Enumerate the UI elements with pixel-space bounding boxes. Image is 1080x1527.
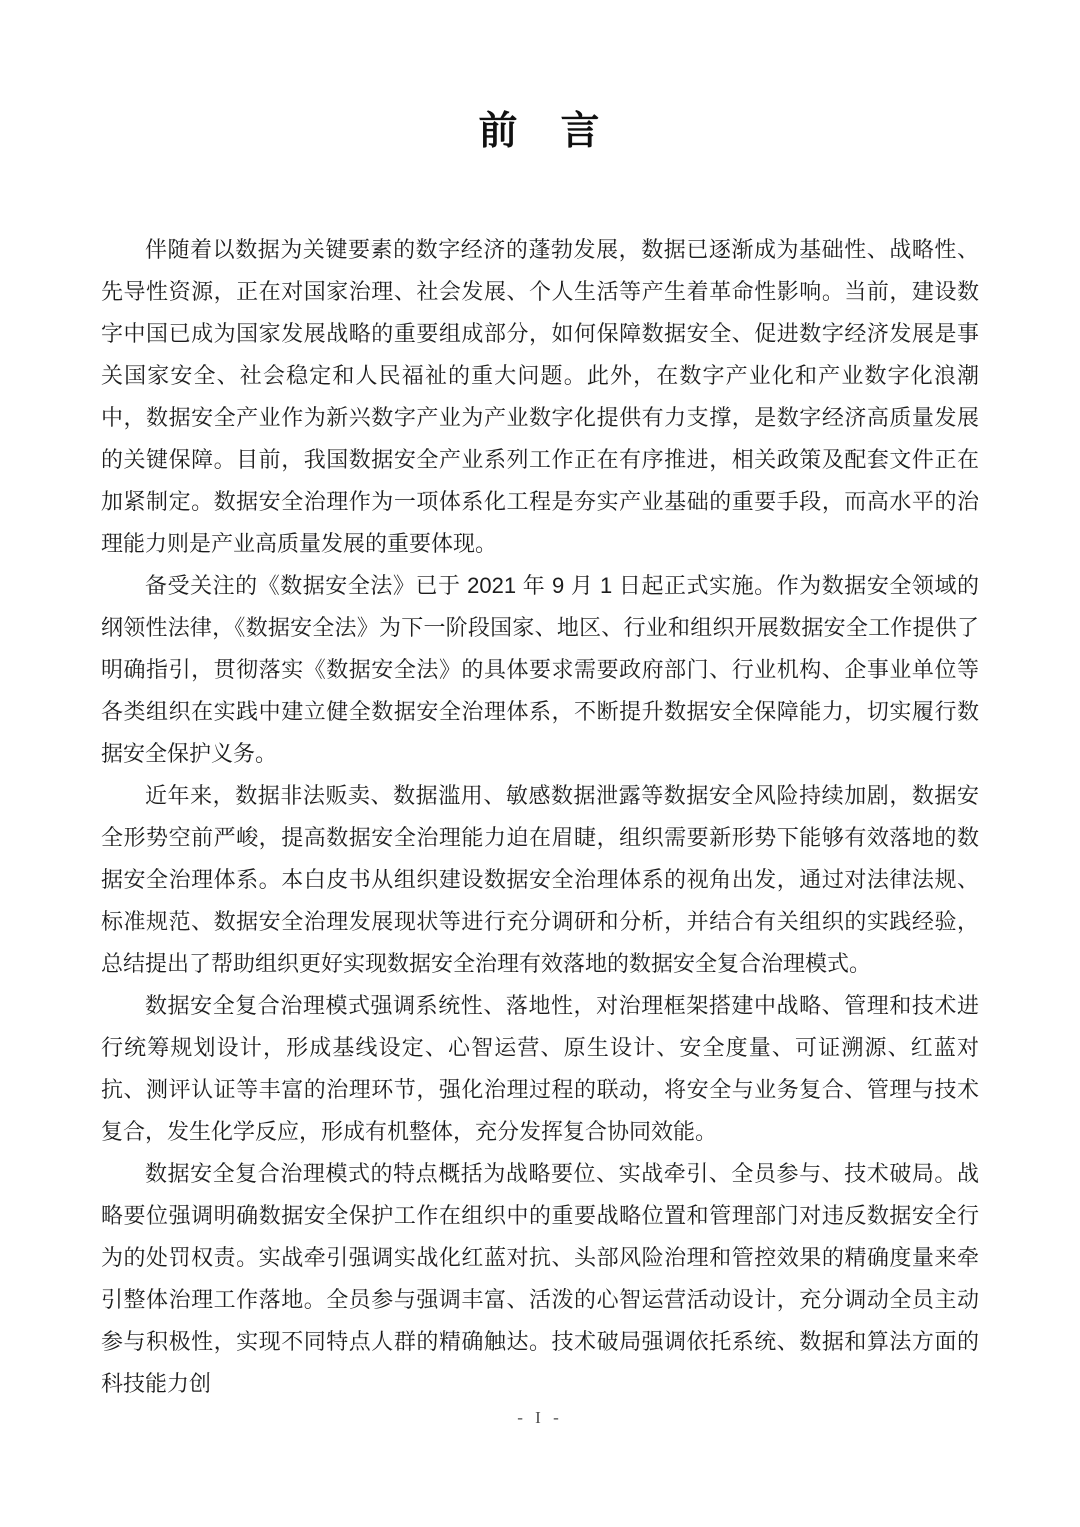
document-body xyxy=(101,229,979,1405)
paragraph-5: 数据安全复合治理模式的特点概括为战略要位、实战牵引、全员参与、技术破局。战略要位强调明确数据安全保护工作在组织中的重要战略位置和管理部门对违反数据安全行为的处罚权责。实战牵引强调实战化红蓝对抗、头部风险治理和管控效果的精确度量来牵引整体治理工作落地。全员参与强调丰富、活泼的心智运营活动设计，充分调动全员主动参与积极性，实现不同特点人群的精确触达。技术破局强调依托系统、数据和算法方面的科技能力创 xyxy=(101,1161,979,1396)
page-title: 前 言 xyxy=(478,110,602,153)
paragraph-4: 数据安全复合治理模式强调系统性、落地性，对治理框架搭建中战略、管理和技术进行统筹规划设计，形成基线设定、心智运营、原生设计、安全度量、可证溯源、红蓝对抗、测评认证等丰富的治理环节，强化治理过程的联动，将安全与业务复合、管理与技术复合，发生化学反应，形成有机整体，充分发挥复合协同效能。 xyxy=(101,993,979,1144)
paragraph-1: 伴随着以数据为关键要素的数字经济的蓬勃发展，数据已逐渐成为基础性、战略性、先导性资源，正在对国家治理、社会发展、个人生活等产生着革命性影响。当前，建设数字中国已成为国家发展战略的重要组成部分，如何保障数据安全、促进数字经济发展是事关国家安全、社会稳定和人民福祉的重大问题。此外，在数字产业化和产业数字化浪潮中，数据安全产业作为新兴数字产业为产业数字化提供有力支撑，是数字经济高质量发展的关键保障。目前，我国数据安全产业系列工作正在有序推进，相关政策及配套文件正在加紧制定。数据安全治理作为一项体系化工程是夯实产业基础的重要手段，而高水平的治理能力则是产业高质量发展的重要体现。 xyxy=(101,237,979,556)
paragraph-2: 备受关注的《数据安全法》已于 2021 年 9 月 1 日起正式实施。作为数据安全领域的纲领性法律，《数据安全法》为下一阶段国家、地区、行业和组织开展数据安全工作提供了明确指引，贯彻落实《数据安全法》的具体要求需要政府部门、行业机构、企事业单位等各类组织在实践中建立健全数据安全治理体系，不断提升数据安全保障能力，切实履行数据安全保护义务。 xyxy=(101,573,979,766)
page-number: - I - xyxy=(517,1408,563,1427)
paragraph-3: 近年来，数据非法贩卖、数据滥用、敏感数据泄露等数据安全风险持续加剧，数据安全形势空前严峻，提高数据安全治理能力迫在眉睫，组织需要新形势下能够有效落地的数据安全治理体系。本白皮书从组织建设数据安全治理体系的视角出发，通过对法律法规、标准规范、数据安全治理发展现状等进行充分调研和分析，并结合有关组织的实践经验，总结提出了帮助组织更好实现数据安全治理有效落地的数据安全复合治理模式。 xyxy=(101,783,979,976)
